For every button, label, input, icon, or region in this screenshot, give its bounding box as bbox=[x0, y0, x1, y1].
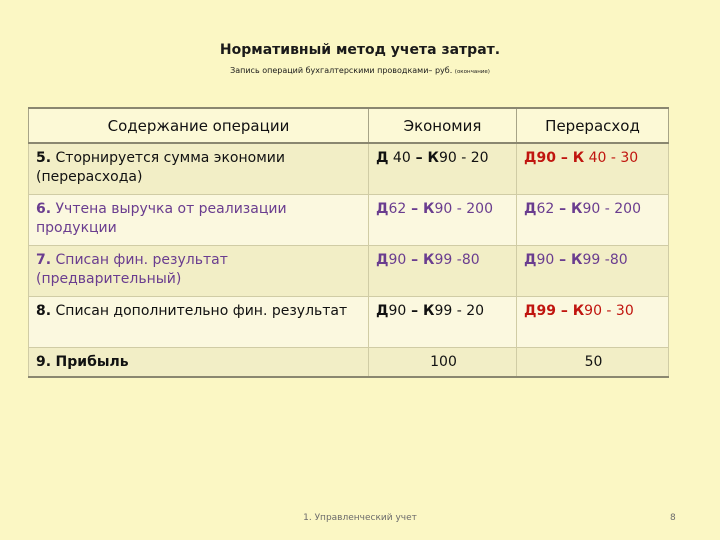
savings-cell bbox=[369, 143, 517, 195]
table-header-row bbox=[29, 108, 669, 143]
operation-number: 6. bbox=[36, 201, 52, 217]
operation-cell bbox=[29, 195, 369, 246]
credit-letter: К bbox=[423, 303, 435, 319]
entry-separator: – bbox=[410, 150, 428, 166]
debit-letter: Д bbox=[376, 150, 389, 166]
overrun-cell bbox=[517, 195, 669, 246]
debit-account: 90 bbox=[388, 303, 407, 319]
savings-cell bbox=[369, 246, 517, 297]
operation-number: 8. bbox=[36, 303, 52, 319]
operation-text: Учтена выручка от реализации продукции bbox=[36, 201, 287, 236]
entry-separator: – bbox=[406, 201, 424, 217]
table-row bbox=[29, 297, 669, 348]
footer-text: 1. Управленческий учет bbox=[303, 513, 417, 523]
overrun-cell bbox=[517, 143, 669, 195]
debit-letter: Д bbox=[376, 252, 389, 268]
credit-account-amount: 90 - 30 bbox=[584, 303, 634, 319]
entry-separator: – bbox=[554, 201, 572, 217]
debit-letter: Д bbox=[524, 201, 537, 217]
subtitle-note: (окончание) bbox=[454, 69, 490, 75]
credit-account-amount: 99 -80 bbox=[434, 252, 480, 268]
debit-account: 90 bbox=[536, 150, 556, 166]
credit-letter: К bbox=[571, 252, 583, 268]
operation-text: Прибыль bbox=[55, 354, 129, 370]
entry-separator: – bbox=[555, 150, 573, 166]
debit-letter: Д bbox=[524, 150, 537, 166]
header-overrun: Перерасход bbox=[517, 108, 669, 143]
header-content: Содержание операции bbox=[29, 108, 369, 143]
subtitle-main: Запись операций бухгалтерскими проводками– руб. bbox=[230, 66, 453, 75]
credit-letter: К bbox=[572, 150, 585, 166]
debit-letter: Д bbox=[376, 201, 389, 217]
operation-cell bbox=[29, 246, 369, 297]
credit-account-amount: 90 - 200 bbox=[434, 201, 493, 217]
operation-text: Списан фин. результат (предварительный) bbox=[36, 252, 228, 287]
credit-letter: К bbox=[423, 252, 435, 268]
debit-account: 62 bbox=[536, 201, 555, 217]
operation-text: Сторнируется сумма экономии (перерасхода) bbox=[36, 150, 285, 185]
savings-cell bbox=[369, 297, 517, 348]
credit-account-amount: 99 -80 bbox=[582, 252, 628, 268]
table-row bbox=[29, 348, 669, 378]
operation-number: 7. bbox=[36, 252, 52, 268]
entry-separator: – bbox=[554, 252, 572, 268]
entry-separator: – bbox=[406, 252, 424, 268]
debit-letter: Д bbox=[524, 252, 537, 268]
debit-letter: Д bbox=[524, 303, 537, 319]
credit-account-amount: 90 - 200 bbox=[582, 201, 641, 217]
profit-overrun-value: 50 bbox=[517, 348, 669, 378]
table-row bbox=[29, 195, 669, 246]
operation-cell bbox=[29, 143, 369, 195]
debit-account: 40 bbox=[388, 150, 411, 166]
slide-title: Нормативный метод учета затрат. bbox=[219, 42, 501, 58]
debit-account: 99 bbox=[536, 303, 556, 319]
entry-separator: – bbox=[555, 303, 573, 319]
credit-letter: К bbox=[571, 201, 583, 217]
operation-number: 9. bbox=[36, 354, 52, 370]
credit-account-amount: 40 - 30 bbox=[584, 150, 639, 166]
credit-letter: К bbox=[427, 150, 439, 166]
credit-account-amount: 90 - 20 bbox=[438, 150, 489, 166]
debit-account: 90 bbox=[536, 252, 555, 268]
credit-account-amount: 99 - 20 bbox=[434, 303, 485, 319]
overrun-cell bbox=[517, 297, 669, 348]
header-savings: Экономия bbox=[369, 108, 517, 143]
entry-separator: – bbox=[406, 303, 424, 319]
operation-cell bbox=[29, 297, 369, 348]
slide-subtitle bbox=[0, 66, 720, 75]
profit-savings-value: 100 bbox=[369, 348, 517, 378]
page-number: 8 bbox=[670, 513, 676, 523]
entries-table bbox=[28, 107, 669, 378]
credit-letter: К bbox=[572, 303, 585, 319]
operation-cell bbox=[29, 348, 369, 378]
operation-text: Списан дополнительно фин. результат bbox=[55, 303, 348, 319]
debit-account: 62 bbox=[388, 201, 407, 217]
overrun-cell bbox=[517, 246, 669, 297]
table-row bbox=[29, 143, 669, 195]
credit-letter: К bbox=[423, 201, 435, 217]
debit-account: 90 bbox=[388, 252, 407, 268]
debit-letter: Д bbox=[376, 303, 389, 319]
table-row bbox=[29, 246, 669, 297]
operation-number: 5. bbox=[36, 150, 52, 166]
savings-cell bbox=[369, 195, 517, 246]
